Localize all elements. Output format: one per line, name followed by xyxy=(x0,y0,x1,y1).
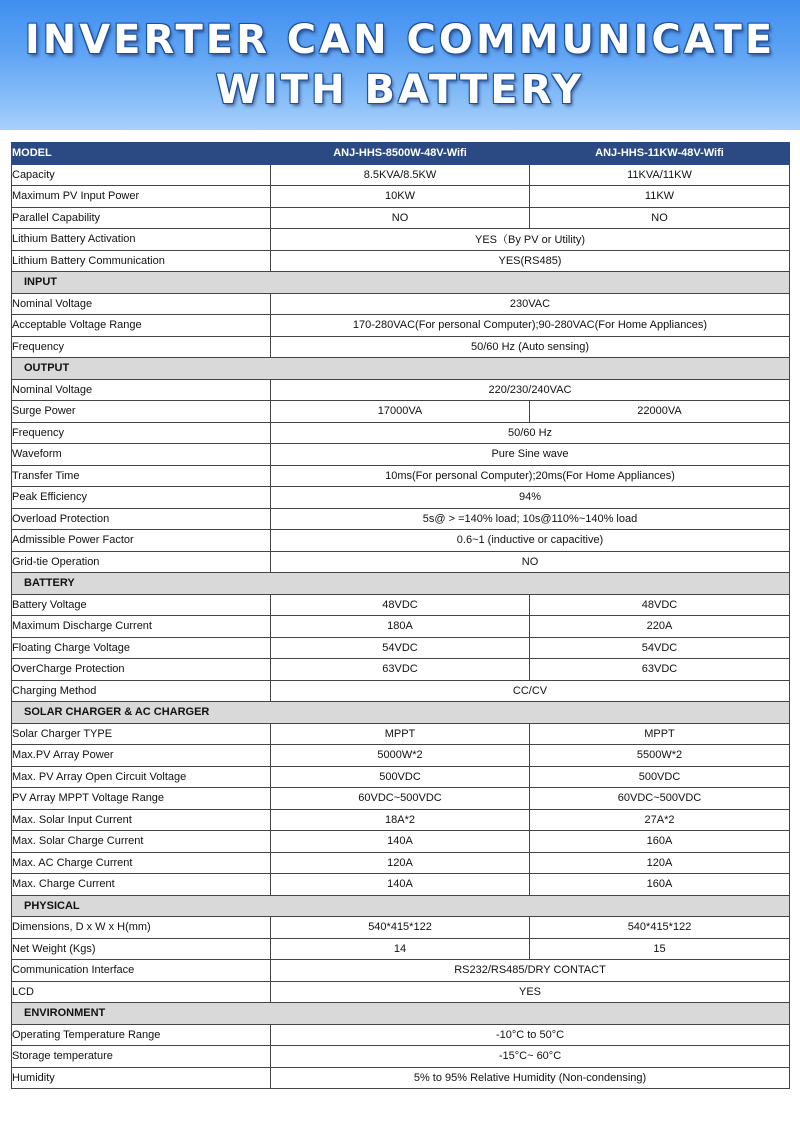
table-row xyxy=(12,680,790,702)
table-row xyxy=(12,594,790,616)
spec-label: Peak Efficiency xyxy=(12,487,271,509)
header-model-label: MODEL xyxy=(12,143,271,165)
spec-value-shared: 230VAC xyxy=(271,293,790,315)
spec-label: Charging Method xyxy=(12,680,271,702)
table-row xyxy=(12,637,790,659)
spec-value-8500w: 140A xyxy=(271,831,530,853)
section-header-row xyxy=(12,1003,790,1025)
spec-value-11kw: 5500W*2 xyxy=(530,745,790,767)
spec-label: PV Array MPPT Voltage Range xyxy=(12,788,271,810)
spec-value-shared: YES（By PV or Utility) xyxy=(271,229,790,251)
spec-label: Humidity xyxy=(12,1067,271,1089)
table-row xyxy=(12,960,790,982)
table-row xyxy=(12,315,790,337)
table-row xyxy=(12,444,790,466)
spec-value-11kw: 15 xyxy=(530,938,790,960)
spec-value-shared: NO xyxy=(271,551,790,573)
spec-value-8500w: 14 xyxy=(271,938,530,960)
section-title: INPUT xyxy=(12,272,790,294)
spec-label: Frequency xyxy=(12,422,271,444)
spec-label: Storage temperature xyxy=(12,1046,271,1068)
spec-value-8500w: 5000W*2 xyxy=(271,745,530,767)
table-row xyxy=(12,551,790,573)
title-banner xyxy=(0,0,800,130)
table-row xyxy=(12,745,790,767)
table-row xyxy=(12,487,790,509)
table-row xyxy=(12,659,790,681)
spec-table-body xyxy=(12,143,790,1089)
spec-table xyxy=(11,142,790,1089)
spec-value-11kw: 54VDC xyxy=(530,637,790,659)
table-row xyxy=(12,186,790,208)
spec-value-shared: 0.6~1 (inductive or capacitive) xyxy=(271,530,790,552)
section-title: SOLAR CHARGER & AC CHARGER xyxy=(12,702,790,724)
spec-label: Lithium Battery Activation xyxy=(12,229,271,251)
spec-label: Nominal Voltage xyxy=(12,293,271,315)
table-row xyxy=(12,530,790,552)
spec-label: Capacity xyxy=(12,164,271,186)
spec-label: Max. PV Array Open Circuit Voltage xyxy=(12,766,271,788)
spec-value-11kw: 540*415*122 xyxy=(530,917,790,939)
section-title: OUTPUT xyxy=(12,358,790,380)
header-model-name: ANJ-HHS-11KW-48V-Wifi xyxy=(530,143,790,165)
spec-value-8500w: 10KW xyxy=(271,186,530,208)
spec-value-8500w: 180A xyxy=(271,616,530,638)
spec-value-8500w: 540*415*122 xyxy=(271,917,530,939)
table-row xyxy=(12,852,790,874)
table-row xyxy=(12,788,790,810)
table-row xyxy=(12,379,790,401)
spec-value-8500w: 120A xyxy=(271,852,530,874)
table-row xyxy=(12,831,790,853)
spec-value-shared: CC/CV xyxy=(271,680,790,702)
spec-value-11kw: 60VDC~500VDC xyxy=(530,788,790,810)
banner-title-line-1: INVERTER CAN COMMUNICATE xyxy=(24,17,776,63)
section-header-row xyxy=(12,272,790,294)
spec-label: Admissible Power Factor xyxy=(12,530,271,552)
spec-value-11kw: 160A xyxy=(530,874,790,896)
spec-label: Nominal Voltage xyxy=(12,379,271,401)
table-row xyxy=(12,508,790,530)
section-header-row xyxy=(12,573,790,595)
spec-label: Acceptable Voltage Range xyxy=(12,315,271,337)
spec-value-8500w: 60VDC~500VDC xyxy=(271,788,530,810)
spec-value-shared: 10ms(For personal Computer);20ms(For Home Appliances) xyxy=(271,465,790,487)
spec-label: Net Weight (Kgs) xyxy=(12,938,271,960)
spec-label: Waveform xyxy=(12,444,271,466)
spec-value-8500w: 54VDC xyxy=(271,637,530,659)
spec-label: Max. Solar Charge Current xyxy=(12,831,271,853)
table-row xyxy=(12,917,790,939)
spec-value-shared: YES xyxy=(271,981,790,1003)
table-row xyxy=(12,809,790,831)
spec-value-11kw: 120A xyxy=(530,852,790,874)
spec-label: Lithium Battery Communication xyxy=(12,250,271,272)
table-row xyxy=(12,1024,790,1046)
table-row xyxy=(12,336,790,358)
spec-label: Maximum Discharge Current xyxy=(12,616,271,638)
spec-label: Communication Interface xyxy=(12,960,271,982)
spec-label: Max.PV Array Power xyxy=(12,745,271,767)
spec-value-shared: -15°C~ 60°C xyxy=(271,1046,790,1068)
spec-value-8500w: 500VDC xyxy=(271,766,530,788)
section-header-row xyxy=(12,358,790,380)
spec-label: Frequency xyxy=(12,336,271,358)
spec-value-shared: 94% xyxy=(271,487,790,509)
table-row xyxy=(12,874,790,896)
table-row xyxy=(12,250,790,272)
spec-value-shared: -10°C to 50°C xyxy=(271,1024,790,1046)
spec-value-shared: Pure Sine wave xyxy=(271,444,790,466)
table-row xyxy=(12,766,790,788)
section-title: PHYSICAL xyxy=(12,895,790,917)
spec-value-shared: 50/60 Hz xyxy=(271,422,790,444)
spec-value-8500w: MPPT xyxy=(271,723,530,745)
spec-value-11kw: 48VDC xyxy=(530,594,790,616)
spec-value-8500w: 48VDC xyxy=(271,594,530,616)
table-header-row xyxy=(12,143,790,165)
spec-value-shared: YES(RS485) xyxy=(271,250,790,272)
table-row xyxy=(12,616,790,638)
spec-label: Grid-tie Operation xyxy=(12,551,271,573)
spec-label: LCD xyxy=(12,981,271,1003)
table-row xyxy=(12,981,790,1003)
spec-value-11kw: 11KVA/11KW xyxy=(530,164,790,186)
table-row xyxy=(12,938,790,960)
table-row xyxy=(12,465,790,487)
spec-label: Dimensions, D x W x H(mm) xyxy=(12,917,271,939)
spec-value-8500w: 18A*2 xyxy=(271,809,530,831)
table-row xyxy=(12,401,790,423)
spec-value-11kw: 22000VA xyxy=(530,401,790,423)
spec-label: OverCharge Protection xyxy=(12,659,271,681)
section-header-row xyxy=(12,895,790,917)
spec-label: Max. Solar Input Current xyxy=(12,809,271,831)
section-title: BATTERY xyxy=(12,573,790,595)
spec-label: Surge Power xyxy=(12,401,271,423)
spec-label: Max. Charge Current xyxy=(12,874,271,896)
spec-label: Parallel Capability xyxy=(12,207,271,229)
spec-label: Solar Charger TYPE xyxy=(12,723,271,745)
table-row xyxy=(12,229,790,251)
spec-value-11kw: NO xyxy=(530,207,790,229)
spec-value-shared: 50/60 Hz (Auto sensing) xyxy=(271,336,790,358)
spec-value-shared: 170-280VAC(For personal Computer);90-280VAC(For Home Appliances) xyxy=(271,315,790,337)
spec-value-shared: 5% to 95% Relative Humidity (Non-condensing) xyxy=(271,1067,790,1089)
spec-label: Max. AC Charge Current xyxy=(12,852,271,874)
spec-value-11kw: 11KW xyxy=(530,186,790,208)
spec-value-shared: RS232/RS485/DRY CONTACT xyxy=(271,960,790,982)
table-row xyxy=(12,207,790,229)
spec-label: Maximum PV Input Power xyxy=(12,186,271,208)
table-row xyxy=(12,293,790,315)
spec-value-8500w: 63VDC xyxy=(271,659,530,681)
spec-value-11kw: 160A xyxy=(530,831,790,853)
spec-value-11kw: 220A xyxy=(530,616,790,638)
spec-value-11kw: 63VDC xyxy=(530,659,790,681)
section-header-row xyxy=(12,702,790,724)
table-row xyxy=(12,422,790,444)
spec-label: Battery Voltage xyxy=(12,594,271,616)
table-row xyxy=(12,723,790,745)
table-row xyxy=(12,164,790,186)
spec-value-shared: 5s@ > =140% load; 10s@110%~140% load xyxy=(271,508,790,530)
section-title: ENVIRONMENT xyxy=(12,1003,790,1025)
header-model-name: ANJ-HHS-8500W-48V-Wifi xyxy=(271,143,530,165)
spec-value-8500w: 140A xyxy=(271,874,530,896)
spec-label: Operating Temperature Range xyxy=(12,1024,271,1046)
spec-value-8500w: NO xyxy=(271,207,530,229)
spec-label: Transfer Time xyxy=(12,465,271,487)
table-row xyxy=(12,1067,790,1089)
spec-value-11kw: MPPT xyxy=(530,723,790,745)
table-row xyxy=(12,1046,790,1068)
spec-value-8500w: 17000VA xyxy=(271,401,530,423)
spec-value-11kw: 27A*2 xyxy=(530,809,790,831)
banner-title-line-2: WITH BATTERY xyxy=(215,67,585,113)
spec-value-8500w: 8.5KVA/8.5KW xyxy=(271,164,530,186)
spec-value-shared: 220/230/240VAC xyxy=(271,379,790,401)
spec-label: Overload Protection xyxy=(12,508,271,530)
spec-value-11kw: 500VDC xyxy=(530,766,790,788)
spec-label: Floating Charge Voltage xyxy=(12,637,271,659)
